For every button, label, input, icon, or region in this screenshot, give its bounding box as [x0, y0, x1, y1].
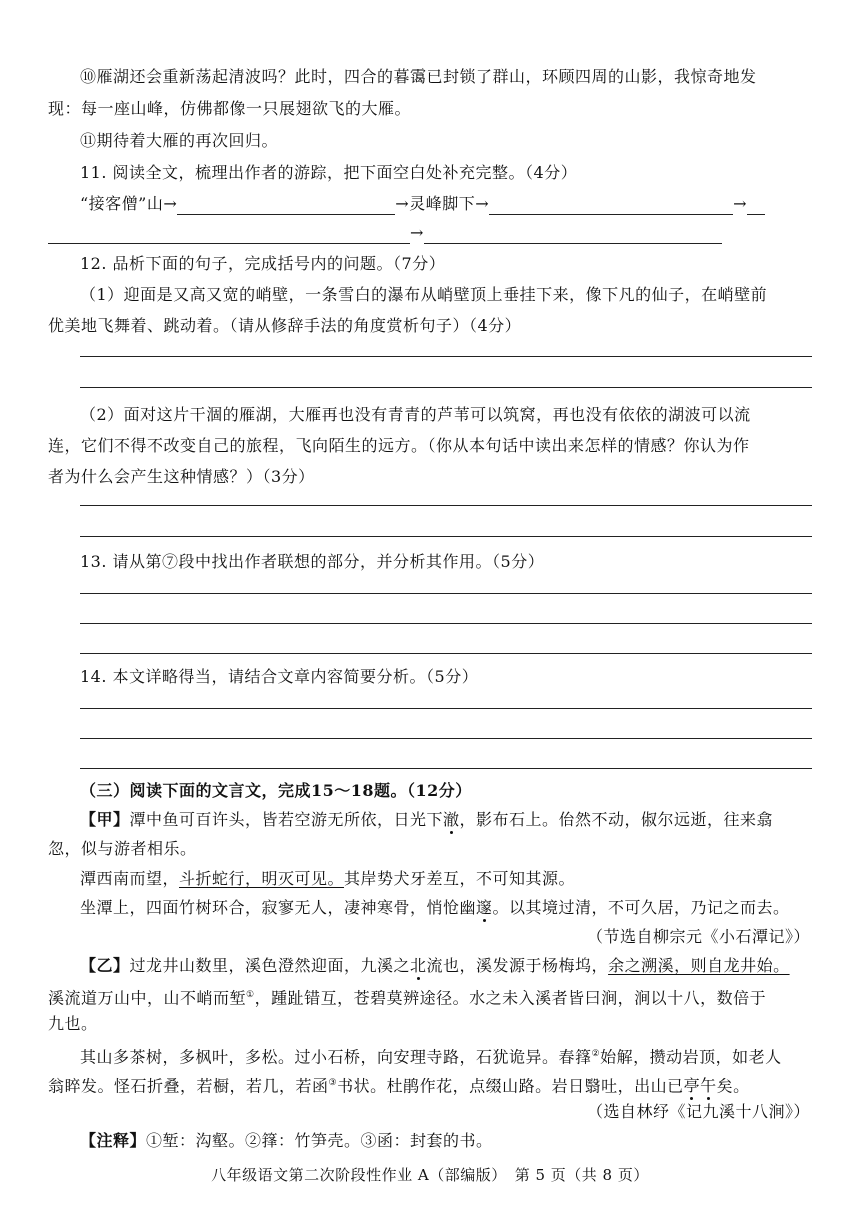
- paragraph-11: ⑪期待着大雁的再次回归。: [80, 131, 279, 150]
- answer-line[interactable]: [80, 708, 812, 709]
- question-14: 14. 本文详略得当，请结合文章内容简要分析。（5分）: [80, 667, 479, 686]
- yi-line1: 【乙】过龙井山数里，溪色澄然迎面，九溪之北流也，溪发源于杨梅坞，余之溯溪，则自龙井始。: [80, 956, 790, 975]
- arrow: →: [410, 223, 424, 242]
- question-12-2-line1: （2）面对这片干涸的雁湖，大雁再也没有青青的芦苇可以筑窝，再也没有依依的湖波可以流: [80, 405, 751, 424]
- yi-line4: 其山多茶树，多枫叶，多松。过小石桥，向安理寺路，石犹诡异。春箨②始解，攒动岩顶，如老人: [80, 1047, 782, 1067]
- question-11: 11. 阅读全文，梳理出作者的游踪，把下面空白处补充完整。（4分）: [80, 163, 578, 182]
- route-blank-3b[interactable]: [48, 229, 410, 244]
- question-12-2-line2: 连，它们不得不改变自己的旅程，飞向陌生的远方。（你从本句话中读出来怎样的情感？你认为作: [48, 436, 750, 455]
- yi-line3: 九也。: [48, 1014, 98, 1033]
- jia-line2: 忽，似与游者相乐。: [48, 839, 197, 858]
- answer-line[interactable]: [80, 768, 812, 769]
- question-13: 13. 请从第⑦段中找出作者联想的部分，并分析其作用。（5分）: [80, 552, 545, 571]
- route-blank-3a[interactable]: [747, 200, 765, 215]
- jia-line3: 潭西南而望，斗折蛇行，明灭可见。其岸势犬牙差互，不可知其源。: [80, 869, 576, 888]
- question-11-route: [80, 193, 765, 215]
- arrow: →: [733, 194, 748, 213]
- answer-line[interactable]: [80, 738, 812, 739]
- arrow: →: [475, 194, 490, 213]
- paragraph-10-line1: ⑩雁湖还会重新荡起清波吗？此时，四合的暮霭已封锁了群山，环顾四周的山影，我惊奇地发: [80, 67, 757, 86]
- answer-line[interactable]: [80, 593, 812, 594]
- answer-line[interactable]: [80, 387, 812, 388]
- jia-line1: 【甲】潭中鱼可百许头，皆若空游无所依，日光下澈，影布石上。佁然不动，俶尔远逝，往来翕: [80, 810, 774, 829]
- notes: 【注释】①堑：沟壑。②箨：竹笋壳。③函：封套的书。: [80, 1131, 493, 1150]
- route-blank-4[interactable]: [424, 229, 722, 244]
- jia-line4: 坐潭上，四面竹树环合，寂寥无人，凄神寒骨，悄怆幽邃。以其境过清，不可久居，乃记之而去。: [80, 898, 790, 917]
- route-start: “接客僧”山: [80, 194, 164, 213]
- yi-source: （选自林纾《记九溪十八涧》）: [586, 1102, 810, 1121]
- answer-line[interactable]: [80, 356, 812, 357]
- route-blank-1[interactable]: [177, 200, 395, 215]
- paragraph-10-line2: 现：每一座山峰，仿佛都像一只展翅欲飞的大雁。: [48, 99, 412, 118]
- page-footer: 八年级语文第二次阶段性作业 A（部编版） 第 5 页（共 8 页）: [211, 1166, 649, 1184]
- yi-line5: 翁睟发。怪石折叠，若橱，若几，若函③书状。杜鹃作花，点缀山路。岩日翳吐，出山已亭午矣。: [48, 1076, 750, 1096]
- arrow: →: [395, 194, 410, 213]
- answer-line[interactable]: [80, 653, 812, 654]
- question-12-1-line2: 优美地飞舞着、跳动着。（请从修辞手法的角度赏析句子）（4分）: [48, 316, 522, 335]
- question-12-1-line1: （1）迎面是又高又宽的峭壁，一条雪白的瀑布从峭壁顶上垂挂下来，像下凡的仙子，在峭壁前: [80, 285, 768, 304]
- jia-source: （节选自柳宗元《小石潭记》）: [586, 927, 810, 946]
- question-11-route-cont: [48, 222, 722, 244]
- question-12: 12. 品析下面的句子，完成括号内的问题。（7分）: [80, 254, 446, 273]
- answer-line[interactable]: [80, 505, 812, 506]
- question-12-2-line3: 者为什么会产生这种情感？）（3分）: [48, 467, 315, 486]
- answer-line[interactable]: [80, 623, 812, 624]
- route-blank-2[interactable]: [489, 200, 733, 215]
- section-three-heading: （三）阅读下面的文言文，完成15～18题。（12分）: [80, 781, 472, 800]
- answer-line[interactable]: [80, 536, 812, 537]
- arrow: →: [163, 194, 178, 213]
- route-middle: 灵峰脚下: [409, 194, 476, 213]
- yi-line2: 溪流道万山中，山不峭而堑①，踵趾错互，苍碧莫辨途径。水之未入溪者皆曰涧，涧以十八，数倍于: [48, 988, 767, 1008]
